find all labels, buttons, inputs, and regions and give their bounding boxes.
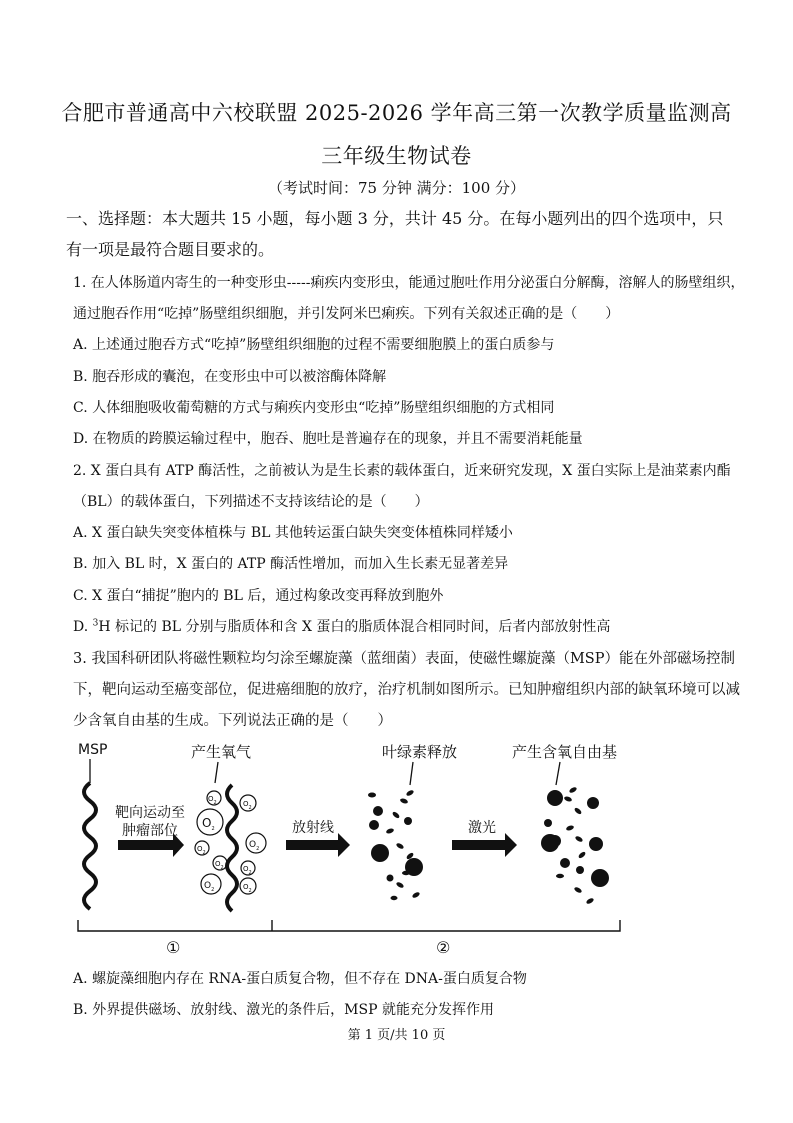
page-footer: 第 1 页/共 10 页 xyxy=(347,1028,446,1043)
svg-text:O2: $O_2$ xyxy=(204,881,215,893)
svg-text:O2: $O_2$ xyxy=(197,845,206,856)
q3-stem-line2: 下，靶向运动至癌变部位，促进癌细胞的放疗，治疗机制如图所示。已知肿瘤组织内部的缺氧环境可以减 xyxy=(73,682,740,698)
q3-stem-line1: 3. 我国科研团队将磁性颗粒均匀涂至螺旋藻（蓝细菌）表面，使磁性螺旋藻（MSP）能在外部磁场控制 xyxy=(73,651,735,667)
q2-option-c: C. X 蛋白“捕捉”胞内的 BL 后，通过构象改变再释放到胞外 xyxy=(73,588,444,604)
q2-option-b: B. 加入 BL 时，X 蛋白的 ATP 酶活性增加，而加入生长素无显著差异 xyxy=(73,556,509,572)
radiation-label: 放射线 xyxy=(292,820,334,836)
msp-spiral-at-tumor xyxy=(227,785,237,911)
q1-stem-line1: 1. 在人体肠道内寄生的一种变形虫-----痢疾内变形虫，能通过胞吐作用分泌蛋白分解酶，溶解人的肠壁组织， xyxy=(73,275,745,291)
chlorophyll-pointer xyxy=(410,762,413,785)
svg-text:O2: $O_2$ xyxy=(208,795,217,806)
q2-option-d-sup: 3 xyxy=(92,618,99,629)
q3-option-a: A. 螺旋藻细胞内存在 RNA-蛋白质复合物，但不存在 DNA-蛋白质复合物 xyxy=(73,971,527,987)
q1-option-a: A. 上述通过胞吞方式“吃掉”肠壁组织细胞的过程不需要细胞膜上的蛋白质参与 xyxy=(73,337,555,353)
msp-label: MSP xyxy=(78,742,108,758)
oxygen-label: 产生氧气 xyxy=(191,743,252,761)
q1-stem-line2: 通过胞吞作用“吃掉”肠壁组织细胞，并引发阿米巴痢疾。下列有关叙述正确的是（ ） xyxy=(73,306,620,322)
q1-option-d: D. 在物质的跨膜运输过程中，胞吞、胞吐是普遍存在的现象，并且不需要消耗能量 xyxy=(73,431,583,447)
q2-option-d xyxy=(73,616,733,636)
svg-text:O2: $O_2$ xyxy=(202,816,215,832)
exam-subtitle: （考试时间：75 分钟 满分：100 分） xyxy=(267,179,526,197)
radical-cells xyxy=(541,786,609,905)
svg-text:O2: $O_2$ xyxy=(215,860,224,871)
svg-text:O2: $O_2$ xyxy=(243,883,252,894)
oxygen-pointer xyxy=(215,762,218,783)
q2-stem-line1: 2. X 蛋白具有 ATP 酶活性，之前被认为是生长素的载体蛋白，近来研究发现，X 蛋白实际上是油菜素内酯 xyxy=(73,463,731,479)
q2-stem-line2: （BL）的载体蛋白，下列描述不支持该结论的是（ ） xyxy=(73,494,429,510)
msp-spiral xyxy=(84,783,96,909)
move-label-line2: 肿瘤部位 xyxy=(122,823,178,839)
q3-option-b: B. 外界提供磁场、放射线、激光的条件后，MSP 就能充分发挥作用 xyxy=(73,1002,494,1018)
stage-bracket xyxy=(78,920,620,931)
laser-label: 激光 xyxy=(468,820,496,836)
svg-text:O2: $O_2$ xyxy=(243,800,252,811)
stage-2-label: ② xyxy=(436,938,451,957)
radical-label: 产生含氧自由基 xyxy=(512,743,618,761)
arrow-laser xyxy=(452,833,517,857)
oxygen-bubbles xyxy=(195,791,266,894)
q2-option-d-rest: H 标记的 BL 分别与脂质体和含 X 蛋白的脂质体混合相同时间，后者内部放射性高 xyxy=(98,619,611,635)
stage-1-label: ① xyxy=(166,938,181,957)
q1-option-c: C. 人体细胞吸收葡萄糖的方式与痢疾内变形虫“吃掉”肠壁组织细胞的方式相同 xyxy=(73,400,555,416)
radical-pointer xyxy=(556,762,560,785)
svg-text:O2: $O_2$ xyxy=(249,840,260,852)
q2-option-d-prefix: D. xyxy=(73,619,93,635)
chlorophyll-label: 叶绿素释放 xyxy=(382,743,458,761)
exam-title-line2: 三年级生物试卷 xyxy=(321,144,472,168)
move-label-line1: 靶向运动至 xyxy=(115,805,185,821)
section-heading-line2: 有一项是最符合题目要求的。 xyxy=(66,240,275,259)
svg-text:O2: $O_2$ xyxy=(243,865,252,876)
section-heading-line1: 一、选择题：本大题共 15 小题，每小题 3 分，共计 45 分。在每小题列出的四个选项中，只 xyxy=(66,209,724,228)
fragmented-cells xyxy=(368,789,423,900)
exam-title-line1: 合肥市普通高中六校联盟 2025-2026 学年高三第一次教学质量监测高 xyxy=(61,101,732,125)
msp-mechanism-figure xyxy=(60,735,660,963)
q3-stem-line3: 少含氧自由基的生成。下列说法正确的是（ ） xyxy=(73,713,392,729)
arrow-radiation xyxy=(286,833,350,857)
q1-option-b: B. 胞吞形成的囊泡，在变形虫中可以被溶酶体降解 xyxy=(73,369,387,385)
q2-option-a: A. X 蛋白缺失突变体植株与 BL 其他转运蛋白缺失突变体植株同样矮小 xyxy=(73,525,513,541)
